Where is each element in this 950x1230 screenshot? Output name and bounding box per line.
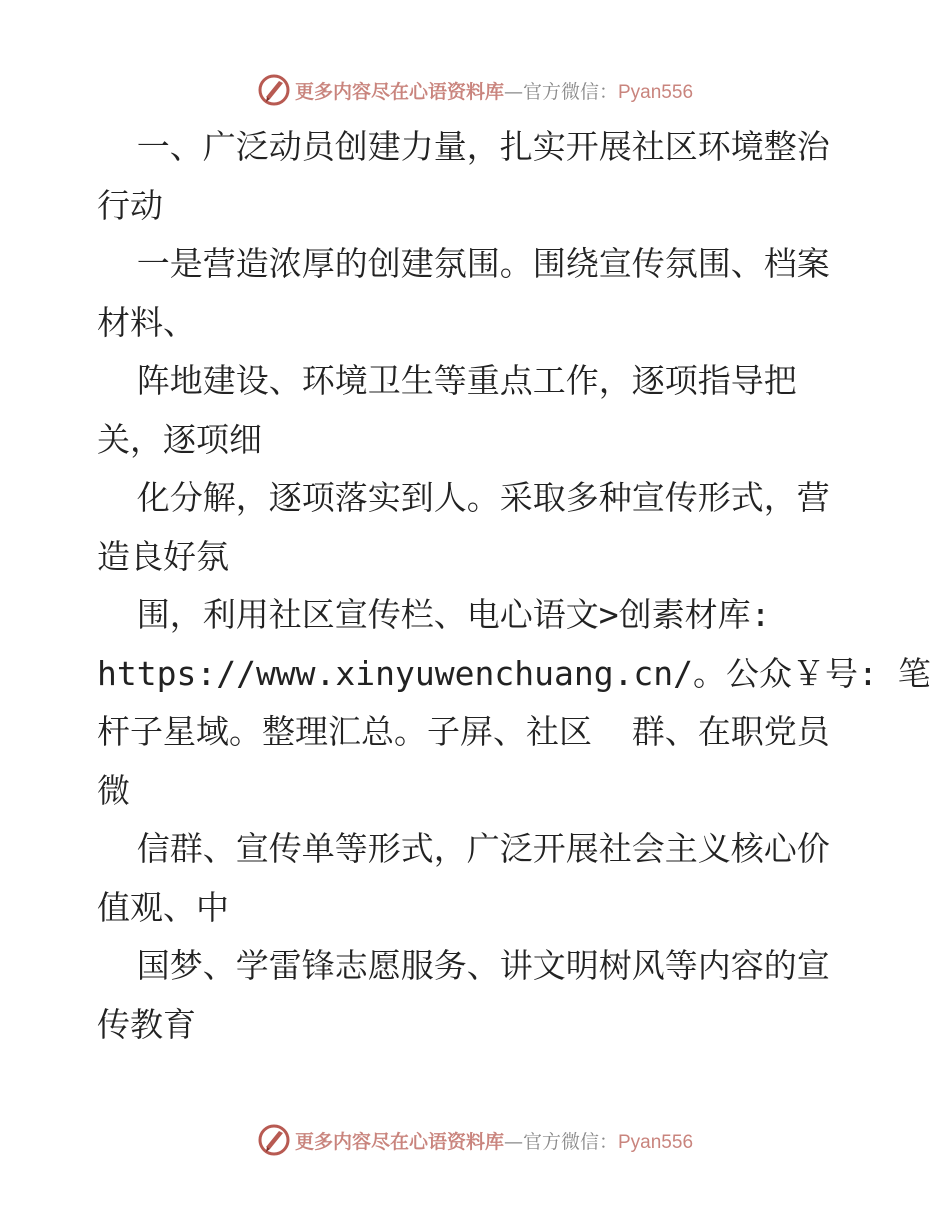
body-line: 杆子星域。整理汇总。子屏、社区 群、在职党员	[97, 712, 830, 751]
banner-dash: —	[503, 1130, 523, 1153]
banner-text	[295, 1127, 693, 1154]
body-line: 材料、	[97, 302, 196, 342]
banner-handle: Pyan556	[618, 81, 694, 103]
body-line: 阵地建设、环境卫生等重点工作，逐项指导把	[97, 361, 797, 400]
banner-text	[295, 77, 693, 104]
body-line: 行动	[97, 185, 163, 225]
body-line: 造良好氛	[97, 536, 229, 576]
body-line: 值观、中	[97, 887, 229, 927]
banner-main-text: 更多内容尽在心语资料库	[294, 80, 504, 103]
body-line: 国梦、学雷锋志愿服务、讲文明树风等内容的宣	[97, 946, 830, 985]
footer-banner	[0, 1120, 950, 1160]
body-line: 化分解，逐项落实到人。采取多种宣传形式，营	[97, 478, 830, 517]
body-line: 一是营造浓厚的创建氛围。围绕宣传氛围、档案	[97, 244, 830, 283]
body-line: 传教育	[97, 1004, 196, 1044]
body-line: 微	[97, 770, 130, 810]
banner-dash: —	[503, 80, 523, 103]
header-banner	[0, 70, 950, 110]
quill-seal-icon	[257, 1123, 291, 1157]
quill-seal-icon	[257, 73, 291, 107]
banner-wechat-label: 官方微信：	[522, 1130, 618, 1153]
body-line: 信群、宣传单等形式，广泛开展社会主义核心价	[97, 829, 830, 868]
document-body	[97, 118, 931, 1054]
body-line: 关，逐项细	[97, 419, 262, 459]
body-line: 围，利用社区宣传栏、电心语文>创素材库:	[97, 595, 771, 634]
body-line: https://www.xinyuwenchuang.cn/。公众￥号: 笔	[97, 653, 931, 693]
banner-wechat-label: 官方微信：	[522, 80, 618, 103]
banner-handle: Pyan556	[618, 1131, 694, 1153]
banner-main-text: 更多内容尽在心语资料库	[294, 1130, 504, 1153]
body-line: 一、广泛动员创建力量，扎实开展社区环境整治	[97, 127, 830, 166]
